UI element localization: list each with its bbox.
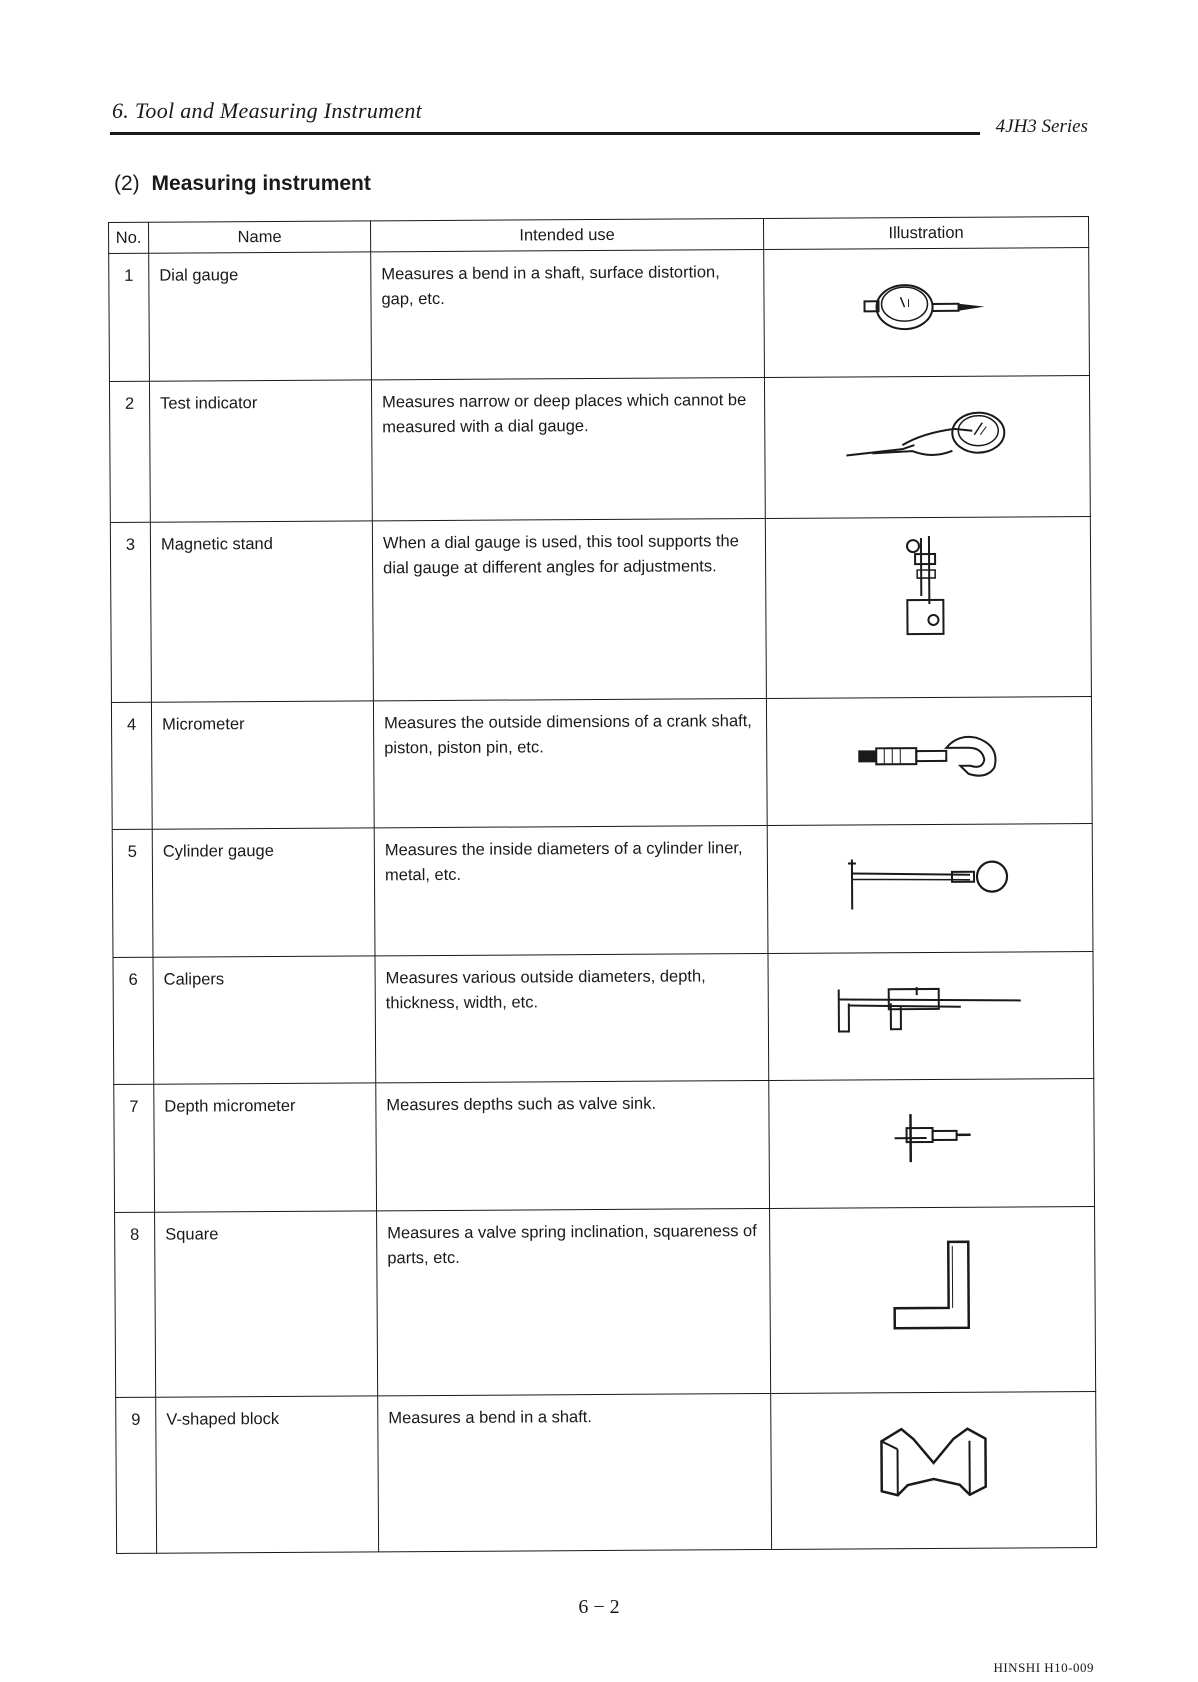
- column-header-illustration: Illustration: [763, 217, 1088, 250]
- row-number: 7: [114, 1085, 155, 1213]
- column-header-no: No.: [109, 222, 149, 253]
- table-row: [115, 1206, 1096, 1397]
- intended-use: Measures a bend in a shaft, surface distortion, gap, etc.: [371, 249, 765, 379]
- row-number: 1: [109, 253, 150, 381]
- square-icon: [882, 1236, 983, 1337]
- cylinder-gauge-icon: [840, 853, 1020, 914]
- table-row: [113, 951, 1094, 1085]
- table-row: [111, 696, 1092, 830]
- depth-micrometer-icon: [886, 1108, 976, 1169]
- intended-use: Measures a bend in a shaft.: [378, 1393, 772, 1552]
- intended-use: Measures various outside diameters, depth, thickness, width, etc.: [375, 953, 769, 1083]
- illustration-cell: [767, 824, 1093, 954]
- instrument-name: V-shaped block: [156, 1396, 379, 1554]
- chapter-title: 6. Tool and Measuring Instrument: [112, 98, 423, 123]
- v-block-icon: [873, 1420, 993, 1501]
- illustration-cell: [769, 1079, 1095, 1209]
- test-indicator-icon: [842, 404, 1012, 475]
- instrument-name: Micrometer: [151, 700, 374, 829]
- row-number: 6: [113, 957, 154, 1085]
- row-number: 9: [116, 1397, 157, 1553]
- section-number: (2): [114, 172, 140, 195]
- row-number: 4: [111, 702, 152, 830]
- instrument-name: Test indicator: [149, 379, 372, 522]
- table-row: [109, 248, 1090, 382]
- dial-gauge-icon: [856, 277, 996, 338]
- series-label: 4JH3 Series: [995, 116, 1088, 137]
- intended-use: Measures a valve spring inclination, squareness of parts, etc.: [377, 1208, 771, 1395]
- row-number: 3: [110, 523, 151, 702]
- section-heading: [114, 172, 371, 196]
- illustration-cell: [768, 951, 1094, 1081]
- instrument-name: Magnetic stand: [150, 521, 373, 702]
- table-row: [116, 1391, 1097, 1553]
- column-header-use: Intended use: [370, 218, 763, 251]
- table-row: [112, 824, 1093, 958]
- column-header-name: Name: [149, 221, 371, 253]
- table-row: [114, 1079, 1095, 1213]
- illustration-cell: [764, 248, 1090, 378]
- intended-use: When a dial gauge is used, this tool supports the dial gauge at different angles for adjustments.: [372, 519, 766, 701]
- intended-use: Measures depths such as valve sink.: [376, 1081, 770, 1211]
- intended-use: Measures the outside dimensions of a crank shaft, piston, piston pin, etc.: [373, 698, 767, 828]
- instrument-name: Square: [155, 1211, 378, 1397]
- measuring-instrument-table: [108, 216, 1097, 1554]
- illustration-cell: [770, 1206, 1096, 1393]
- intended-use: Measures narrow or deep places which cannot be measured with a dial gauge.: [371, 377, 765, 521]
- section-title: Measuring instrument: [151, 172, 371, 195]
- calipers-icon: [831, 980, 1031, 1041]
- document-code: HINSHI H10-009: [993, 1660, 1094, 1675]
- instrument-name: Calipers: [153, 956, 376, 1085]
- magnetic-stand-icon: [893, 532, 964, 642]
- header-rule: [110, 132, 980, 135]
- instrument-name: Dial gauge: [149, 252, 372, 381]
- table-row: [110, 517, 1091, 702]
- micrometer-icon: [854, 725, 1004, 786]
- table-row: [109, 375, 1090, 523]
- row-number: 8: [115, 1212, 156, 1397]
- row-number: 2: [109, 381, 150, 523]
- instrument-name: Cylinder gauge: [152, 828, 375, 957]
- illustration-cell: [766, 696, 1092, 826]
- intended-use: Measures the inside diameters of a cylinder liner, metal, etc.: [374, 826, 768, 956]
- illustration-cell: [771, 1391, 1097, 1549]
- illustration-cell: [764, 375, 1090, 519]
- instrument-name: Depth micrometer: [154, 1083, 377, 1212]
- row-number: 5: [112, 829, 153, 957]
- illustration-cell: [765, 517, 1091, 698]
- page-number: 6 − 2: [578, 1596, 620, 1618]
